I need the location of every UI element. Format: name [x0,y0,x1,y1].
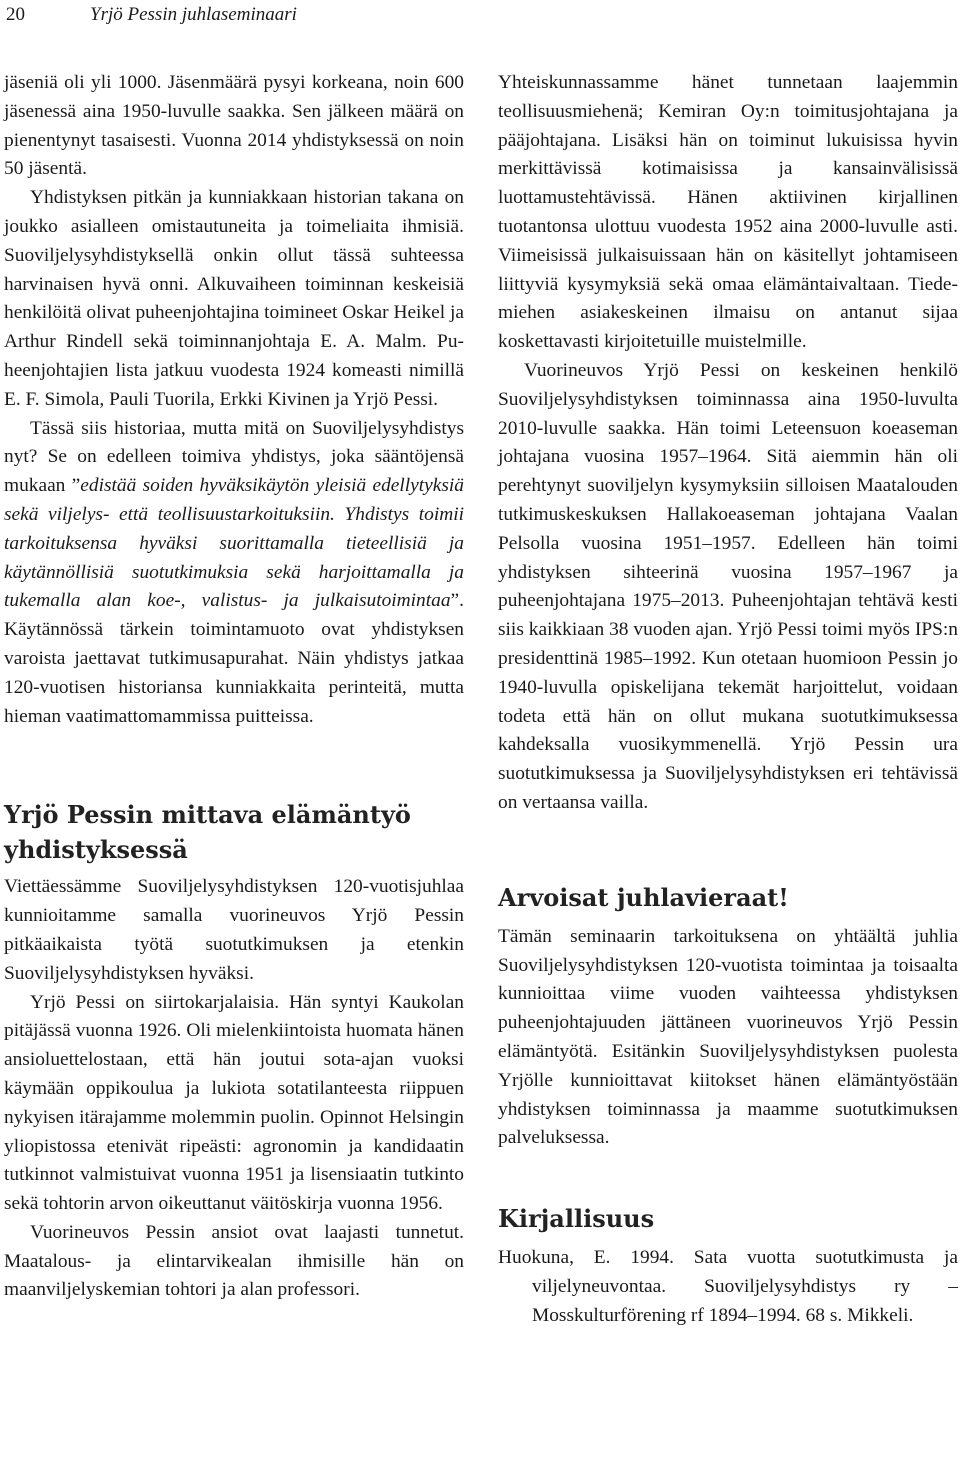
running-header [0,0,960,40]
paragraph: Yrjö Pessi on siirtokarjalaisia. Hän syntyi Kaukolan pitäjässä vuonna 1926. Oli mielenkiintoista huomata hänen ansioluettelostaan, että hän joutui sota-ajan vuoksi käymään oppikoulua ja lukiota sotatilanteesta riippuen nykyisen itärajamme molemmin puolin. Opinnot Helsingin yliopistossa etenivät ripeästi: agronomin ja kandidaatin tutkinnot valmistuivat vuonna 1951 ja lisensiaatin tutkinto sekä tohtorin arvon oikeuttanut väitöskirja vuonna 1956. [4,991,464,1215]
paragraph [4,415,464,732]
page-number: 20 [6,4,25,25]
left-column [4,69,464,1305]
reference-entry: Huokuna, E. 1994. Sata vuotta suotutkimusta ja viljelyneuvontaa. Suoviljelysyhdistys ry – Mosskulturförening rf 1894–1994. 68 s. Mikkeli. [498,1247,958,1326]
paragraph: jäseniä oli yli 1000. Jäsenmäärä pysyi korkeana, noin 600 jäsenessä aina 1950-luvulle saakka. Sen jälkeen määrä on pienentynyt tasaisesti. Vuonna 2014 yhdistyksessä on noin 50 jäsentä. [4,72,464,180]
running-title: Yrjö Pessin juhlaseminaari [90,4,297,25]
right-column [498,69,958,1330]
paragraph: Yhdistyksen pitkän ja kunniakkaan historian takana on joukko asialleen omistautuneita ja toimeliaita ihmisiä. Suoviljelysyhdistyksellä onkin ollut tässä suhteessa harvinaisen hyvä onni. Alkuvaiheen toiminnan keskeisiä henkilöitä olivat puheenjohtajina toimineet Oskar Heikel ja Arthur Rindell sekä toiminnanjohtaja E. A. Malm. Puheenjohtajien lista jatkuu vuodesta 1924 komeasti nimillä E. F. Simola, Pauli Tuorila, Erkki Kivinen ja Yrjö Pessi. [4,187,464,410]
section-heading: Yrjö Pessin mittava elämäntyö yhdistyksessä [4,800,411,865]
paragraph: Viettäessämme Suoviljelysyhdistyksen 120-vuotisjuhlaa kunnioitamme samalla vuorineuvos Yrjö Pessin pitkäaikaista työtä suotutkimuksen ja etenkin Suoviljelysyhdistyksen hyväksi. [4,876,464,984]
paragraph: Tämän seminaarin tarkoituksena on yhtäältä juhlia Suoviljelysyhdistyksen 120-vuotista toimintaa ja toisaalta kunnioittaa viime vuoden vaihteessa yhdistyksen puheenjohtajuuden jättäneen vuorineuvos Yrjö Pessin elämäntyötä. Esitänkin Suoviljelysyhdistyksen puolesta Yrjölle kunnioittavat kiitokset hänen elämäntyöstään yhdistyksen toiminnassa ja maamme suotutkimuksen palveluksessa. [498,925,958,1149]
paragraph: Vuorineuvos Pessin ansiot ovat laajasti tunnetut. Maatalous- ja elintarvikealan ihmisille hän on maanviljelyskemian tohtori ja alan professori. [4,1221,464,1301]
paragraph: Vuorineuvos Yrjö Pessi on keskeinen henkilö Suoviljelysyhdistyksen toiminnassa aina 1950-luvulta 2010-luvulle saakka. Hän toimi Leteensuon koeaseman johtajana vuosina 1957–1964. Sitä aiemmin hän oli perehtynyt suoviljelyn kysymyksiin silloisen Maatalouden tutkimuskeskuksen Hallakoeaseman johtajana Vaalan Pelsolla vuosina 1951–1957. Edelleen hän toimi yhdistyksen sihteerinä vuosina 1957–1967 ja puheenjohtajana 1975–2013. Puheenjohtajan tehtävä kesti siis kaikkiaan 38 vuoden ajan. Yrjö Pessi toimi myös IPS:n presidenttinä 1985–1992. Kun otetaan huomioon Pessin jo 1940-luvulla opiskelijana tekemät harjoittelut, voidaan todeta että hän on ollut mukana suotutkimuksessa kahdeksalla vuosikymmenellä. Yrjö Pessin ura suotutkimuksessa ja Suoviljelysyhdistyksen eri tehtävissä on vertaansa vailla. [498,359,958,813]
statute-quote: edistää soiden hyväksikäytön yleisiä edellytyksiä sekä viljelys- että teollisuustarkoituksiin. Yhdistys toimii tarkoituksensa hyväksi suorittamalla tieteellisiä ja käytännöllisiä suotutkimuksia sekä harjoittamalla ja tukemalla alan koe-, valistus- ja julkaisutoimintaa [4,475,465,612]
paragraph: Yhteiskunnassamme hänet tunnetaan laajemmin teollisuusmiehenä; Kemiran Oy:n toimitusjohtajana ja pääjohtajana. Lisäksi hän on toiminut lukuisissa hyvin merkittävissä kotimaisissa ja kansainvälisissä luottamustehtävissä. Hänen aktiivinen kirjallinen tuotantonsa ulottuu vuodesta 1952 aina 2000-luvulle asti. Viimeisissä julkaisuissaan hän on käsitellyt johtamiseen liittyviä kysymyksiä sekä omaa elämäntaivaltaan. Tiedemiehen asiakeskeinen ilmaisu on antanut sijaa koskettavasti kirjoitetuille muistelmille. [498,72,958,353]
paragraph-text: ”. Käytännössä tärkein toimintamuoto ovat yhdistyksen varoista jaettavat tutkimusapurahat. Näin yhdistys jatkaa 120-vuotisen historiansa kunniakkaita perinteitä, mutta hieman vaatimattomammissa puitteissa. [4,590,464,727]
references-heading: Kirjallisuus [498,1204,655,1234]
section-heading: Arvoisat juhlavieraat! [498,882,789,912]
paragraph-text: Tässä siis historiaa, mutta mitä on Suoviljelysyhdistys nyt? Se on edelleen toimiva yhdistys, joka sääntöjensä mukaan ” [4,417,464,497]
